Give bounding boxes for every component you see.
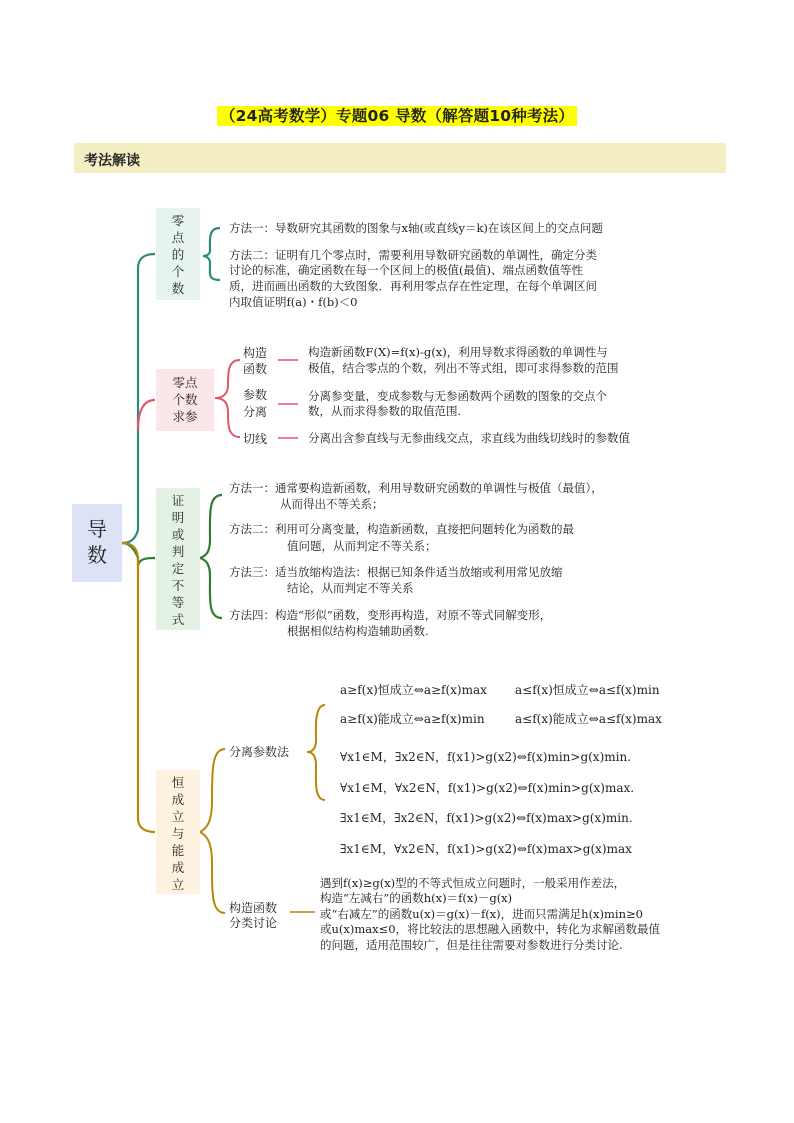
b4-quantifier: ∃x1∈M，∃x2∈N，f(x1)>g(x2)⇔f(x)max>g(x)min. [340, 811, 633, 825]
box-char: 立 [171, 809, 185, 824]
box-line: 求参 [172, 409, 198, 424]
box-char: 能 [171, 843, 185, 858]
b3-method-1: 从而得出不等关系； [280, 497, 384, 511]
box-char: 与 [171, 826, 185, 841]
b2-label-construct: 函数 [243, 362, 268, 376]
box-char: 式 [171, 612, 185, 627]
box-char: 等 [171, 595, 185, 610]
box-char: 定 [171, 561, 185, 576]
box-char: 立 [171, 877, 185, 892]
box-char: 不 [171, 578, 185, 593]
b4-formula: a≥f(x)恒成立⇔a≥f(x)max [340, 683, 487, 697]
b2-text-2: 分离参变量，变成参数与无参函数两个函数的图象的交点个 [308, 389, 607, 403]
b4-quantifier: ∃x1∈M，∀x2∈N，f(x1)>g(x2)⇔f(x)max>g(x)max [340, 842, 632, 856]
section-title: 考法解读 [84, 153, 140, 169]
b4-quantifier: ∀x1∈M，∀x2∈N，f(x1)>g(x2)⇔f(x)min>g(x)max. [340, 781, 635, 795]
b2-label-separate: 参数 [243, 388, 268, 402]
b3-method-1: 方法一：通常要构造新函数，利用导数研究函数的单调性与极值（最值）， [229, 481, 603, 495]
b3-method-3: 结论，从而判定不等关系 [287, 581, 414, 595]
b4-text: 或“右减左”的函数u(x)＝g(x)－f(x)，进而只需满足h(x)min≥0 [320, 907, 643, 921]
b2-label-tangent: 切线 [243, 432, 268, 446]
box-char: 或 [171, 527, 185, 542]
b3-method-2: 值问题，从而判定不等关系； [287, 539, 437, 553]
b4-formula: a≤f(x)恒成立⇔a≤f(x)min [515, 683, 660, 697]
b4-text: 遇到f(x)≥g(x)型的不等式恒成立问题时，一般采用作差法， [320, 876, 626, 890]
b2-label-construct: 构造 [243, 346, 268, 360]
branch-zero-count [156, 208, 200, 300]
box-char: 成 [171, 860, 185, 875]
box-char: 的 [171, 247, 185, 262]
b4-label-separation: 分离参数法 [229, 745, 290, 759]
b1-method-2-line: 质，进而画出函数的大致图象．再利用零点存在性定理，在每个单调区间 [229, 279, 597, 293]
box-char: 点 [171, 230, 185, 245]
b3-method-4: 方法四：构造“形似”函数，变形再构造，对原不等式同解变形， [229, 608, 552, 622]
b3-method-2: 方法二：利用可分离变量，构造新函数，直接把问题转化为函数的最 [229, 522, 574, 536]
branch-zero-param [156, 369, 214, 431]
b4-text: 构造“左减右”的函数h(x)＝f(x)－g(x) [320, 891, 513, 905]
box-char: 恒 [171, 775, 185, 790]
b1-method-1: 方法一：导数研究其函数的图象与x轴(或直线y＝k)在该区间上的交点问题 [229, 221, 603, 235]
b4-formula: a≤f(x)能成立⇔a≤f(x)max [515, 712, 662, 726]
b4-text: 的问题，适用范围较广，但是往往需要对参数进行分类讨论. [320, 938, 623, 952]
b1-method-2-line: 方法二：证明有几个零点时，需要利用导数研究函数的单调性，确定分类 [229, 248, 597, 262]
branch-prove-inequality [156, 488, 200, 630]
page-title: （24高考数学）专题06 导数（解答题10种考法） [0, 104, 794, 126]
b2-text-2: 数，从而求得参数的取值范围. [308, 404, 462, 418]
b4-label-construct: 构造函数 [229, 901, 278, 915]
b2-text-1: 极值，结合零点的个数，列出不等式组，即可求得参数的范围 [308, 361, 619, 375]
box-char: 成 [171, 792, 185, 807]
root-node [72, 504, 122, 582]
box-char: 零 [171, 213, 185, 228]
b4-formula: a≥f(x)能成立⇔a≥f(x)min [340, 712, 485, 726]
b1-method-2-line: 内取值证明f(a)・f(b)＜0 [229, 295, 358, 309]
b4-label-construct: 分类讨论 [229, 916, 278, 930]
box-char: 个 [171, 264, 185, 279]
box-char: 数 [171, 281, 185, 296]
b1-method-2-line: 讨论的标准，确定函数在每一个区间上的极值(最值)、端点函数值等性 [229, 263, 583, 277]
box-char: 判 [171, 544, 185, 559]
branch-always-holds [156, 770, 200, 894]
box-line: 个数 [172, 392, 198, 407]
b2-label-separate: 分离 [243, 405, 268, 419]
box-line: 零点 [172, 375, 198, 390]
b2-text-3: 分离出含参直线与无参曲线交点，求直线为曲线切线时的参数值 [308, 431, 630, 445]
root-label: 导数 [87, 517, 107, 567]
b2-text-1: 构造新函数F(X)=f(x)-g(x)，利用导数求得函数的单调性与 [308, 345, 608, 359]
b3-method-3: 方法三：适当放缩构造法：根据已知条件适当放缩或利用常见放缩 [229, 565, 563, 579]
box-char: 证 [171, 493, 185, 508]
b4-quantifier: ∀x1∈M，∃x2∈N，f(x1)>g(x2)⇔f(x)min>g(x)min. [340, 750, 632, 764]
b4-text: 或u(x)max≤0，将比较法的思想融入函数中，转化为求解函数最值 [320, 922, 661, 936]
box-char: 明 [171, 510, 185, 525]
b3-method-4: 根据相似结构构造辅助函数. [287, 624, 429, 638]
